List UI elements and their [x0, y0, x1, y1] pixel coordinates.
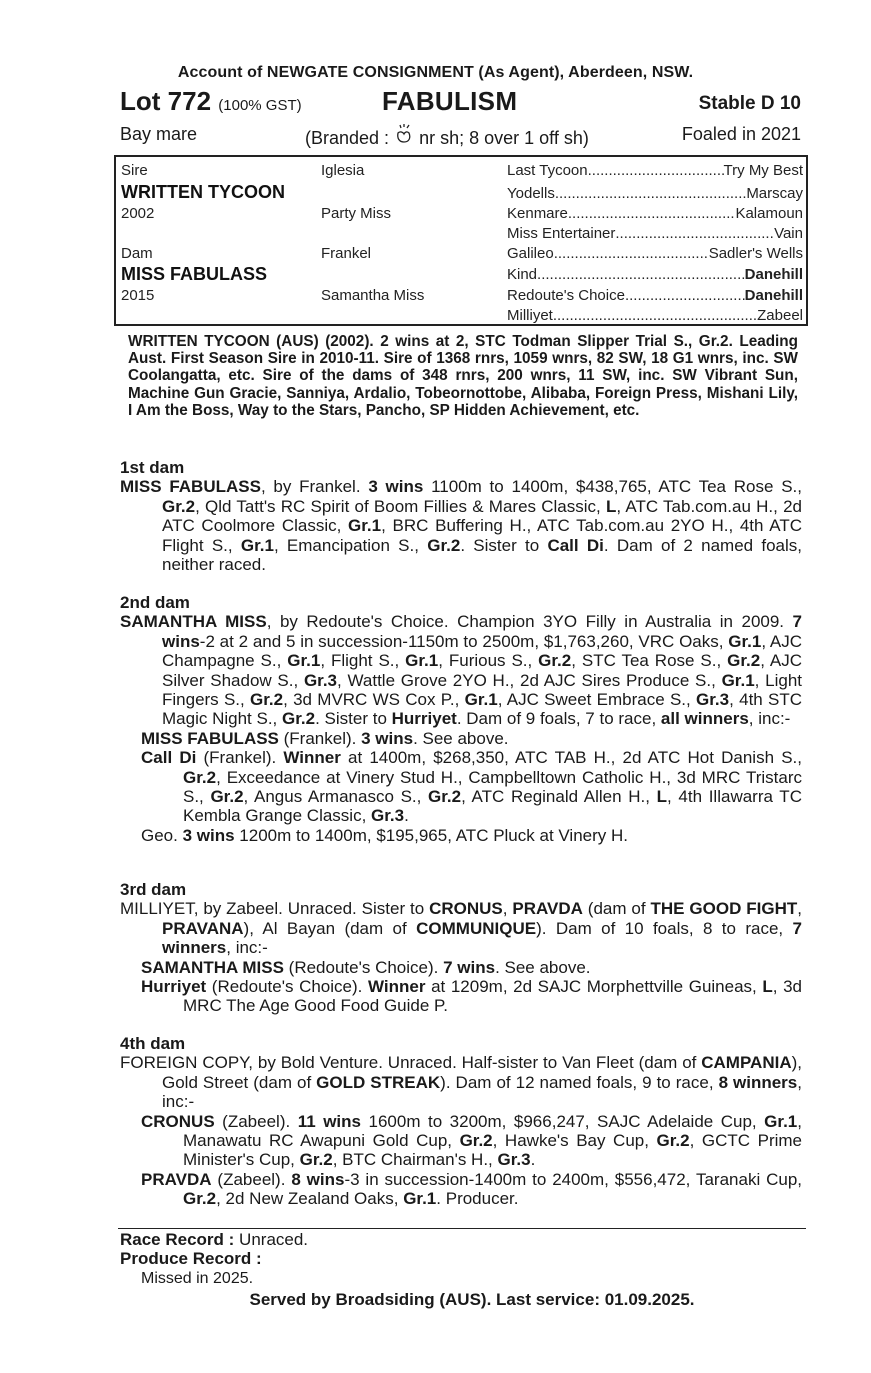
- text: ), Gold Street (dam of: [162, 1053, 802, 1092]
- bold-text: Gr.1: [240, 535, 274, 555]
- text: .: [530, 1150, 536, 1170]
- ancestor-right: Zabeel: [757, 307, 803, 324]
- bold-text: Gr.2: [427, 535, 461, 555]
- progeny-entry: [120, 1170, 802, 1209]
- sire-summary: WRITTEN TYCOON (AUS) (2002). 2 wins at 2, STC Todman Slipper Trial S., Gr.2. Leading Aust. First Season Sire in 2010-11. Sire of 1368 rnrs, 1059 wnrs, 82 SW, 18 G1 wnrs, inc. SW Coolangatta, etc. Sire of the dams of 348 rnrs, 200 wnrs, 11 SW, inc. SW Vibrant Sun, Machine Gun Gracie, Sanniya, Ardalio, Tobeornottobe, Alibaba, Foreign Press, Mishani Lily, I Am the Boss, Way to the Stars, Pancho, SP Hidden Achievement, etc.: [128, 333, 798, 419]
- dam-name: MISS FABULASS: [121, 264, 268, 284]
- text: , 3d MRC The Age Good Food Guide P.: [183, 977, 803, 1016]
- bold-text: Call Di: [547, 535, 604, 555]
- stable-location: Stable D 10: [698, 93, 801, 114]
- text: at 1209m, 2d SAJC Morphettville Guineas,: [425, 977, 763, 997]
- text: .: [404, 806, 409, 826]
- text: (Redoute's Choice).: [283, 957, 444, 977]
- text: , by Redoute's Choice. Champion 3YO Filly in Australia in 2009.: [266, 612, 793, 632]
- bold-text: GOLD STREAK: [316, 1072, 441, 1092]
- text: , Exceedance at Vinery Stud H., Campbelltown Catholic H., 3d MRC Tristarc S.,: [183, 767, 802, 807]
- text: (Frankel).: [196, 748, 284, 768]
- dam-dam: Samantha Miss: [321, 287, 425, 304]
- bold-text: MISS FABULASS: [141, 728, 279, 748]
- text: . Dam of 9 foals, 7 to race,: [456, 709, 661, 729]
- bold-text: 7 wins: [162, 612, 802, 651]
- text: , AJC Sweet Embrace S.,: [497, 690, 697, 710]
- bold-text: Gr.2: [428, 787, 462, 807]
- ancestor-left: Miss Entertainer: [507, 225, 616, 242]
- dam-paragraph: [120, 899, 802, 957]
- text: , Emancipation S.,: [273, 535, 428, 555]
- bold-text: THE GOOD FIGHT: [650, 899, 798, 919]
- brand-mark-icon: [394, 128, 414, 148]
- ancestor-left: Redoute's Choice: [507, 287, 625, 304]
- ancestor-right: Sadler's Wells: [708, 245, 803, 262]
- bold-text: L: [762, 977, 773, 997]
- text: . Sister to: [460, 535, 548, 555]
- bold-text: Gr.3: [696, 690, 730, 710]
- bold-text: Gr.1: [348, 516, 382, 536]
- records-section: [120, 1230, 802, 1288]
- text: , AJC Champagne S.,: [162, 631, 802, 671]
- text: MILLIYET, by Zabeel. Unraced. Sister to: [120, 899, 430, 919]
- text: ,: [797, 899, 802, 919]
- text: (Frankel).: [278, 728, 362, 748]
- brand-suffix: nr sh; 8 over 1 off sh): [419, 128, 589, 148]
- text: , by Frankel.: [260, 477, 369, 497]
- sire-year: 2002: [121, 205, 155, 222]
- bold-text: 8 wins: [291, 1169, 345, 1189]
- bold-text: SAMANTHA MISS: [120, 612, 267, 632]
- bold-text: CRONUS: [141, 1111, 215, 1131]
- produce-record-value: Missed in 2025.: [141, 1269, 254, 1287]
- text: 1600m to 3200m, $966,247, SAJC Adelaide Cup,: [361, 1111, 765, 1131]
- text: 1100m to 1400m, $438,765, ATC Tea Rose S.,: [423, 477, 802, 497]
- bold-text: Hurriyet: [391, 709, 457, 729]
- bold-text: Gr.2: [162, 496, 196, 516]
- bold-text: 8 winners: [718, 1072, 798, 1092]
- bold-text: Hurriyet: [141, 977, 207, 997]
- text: ), Al Bayan (dam of: [243, 918, 417, 938]
- text: , Furious S.,: [438, 651, 539, 671]
- bold-text: Gr.1: [721, 670, 755, 690]
- bold-text: L: [656, 787, 668, 807]
- pedigree-ancestor-row: [507, 266, 803, 283]
- sire-label: Sire: [121, 162, 148, 179]
- bold-text: PRAVDA: [141, 1169, 212, 1189]
- text: ). Dam of 10 foals, 8 to race,: [536, 918, 793, 938]
- service-note: Served by Broadsiding (AUS). Last service: 01.09.2025.: [249, 1290, 695, 1309]
- text: (Redoute's Choice).: [206, 977, 368, 997]
- bold-text: Gr.2: [210, 787, 244, 807]
- pedigree-ancestor-row: [507, 205, 803, 222]
- text: . See above.: [413, 728, 509, 748]
- section-heading: 1st dam: [120, 458, 185, 477]
- lot-number: [120, 86, 302, 117]
- brand-prefix: (Branded :: [305, 128, 390, 148]
- bold-text: SAMANTHA MISS: [141, 957, 284, 977]
- ancestor-right: Vain: [774, 225, 803, 242]
- text: , 4th STC Magic Night S.,: [162, 690, 803, 729]
- first-dam-section: [120, 458, 802, 574]
- text: at 1400m, $268,350, ATC TAB H., 2d ATC Hot Danish S.,: [340, 748, 802, 768]
- bold-text: Gr.1: [405, 651, 439, 671]
- bold-text: Gr.2: [282, 709, 316, 729]
- bold-text: Gr.1: [764, 1111, 798, 1131]
- section-heading: 3rd dam: [120, 880, 187, 899]
- second-dam-section: [120, 593, 802, 845]
- bold-text: Gr.3: [303, 670, 338, 690]
- consignor-line: Account of NEWGATE CONSIGNMENT (As Agent), Aberdeen, NSW.: [177, 64, 694, 81]
- bold-text: 7 winners: [162, 918, 802, 958]
- bold-text: Gr.2: [183, 1189, 217, 1209]
- gst-note: (100% GST): [218, 97, 302, 114]
- text: , STC Tea Rose S.,: [571, 651, 728, 671]
- bold-text: 3 wins: [368, 477, 424, 497]
- race-record-value: Unraced.: [234, 1230, 309, 1249]
- bold-text: Gr.1: [728, 631, 762, 651]
- text: (Zabeel).: [214, 1111, 298, 1131]
- ancestor-left: Yodells: [507, 185, 555, 202]
- progeny-entry: [120, 977, 802, 1016]
- progeny-entry: [120, 1112, 802, 1170]
- text: -2 at 2 and 5 in succession-1150m to 2500m, $1,763,260, VRC Oaks,: [199, 631, 729, 651]
- ancestor-left: Milliyet: [507, 307, 553, 324]
- bold-text: 11 wins: [297, 1111, 361, 1131]
- ancestor-right: Kalamoun: [735, 205, 803, 222]
- progeny-entry: [120, 958, 802, 977]
- bold-text: Winner: [283, 748, 341, 768]
- text: (dam of: [582, 899, 651, 919]
- text: , Qld Tatt's RC Spirit of Boom Fillies & Mares Classic,: [195, 496, 606, 516]
- bold-text: Gr.2: [299, 1150, 333, 1170]
- text: , ATC Tab.com.au H., 2d ATC Coolmore Classic,: [162, 496, 803, 536]
- text: , 4th Illawarra TC Kembla Grange Classic,: [183, 787, 802, 826]
- fourth-dam-section: [120, 1034, 802, 1209]
- pedigree-ancestor-row: [507, 185, 803, 202]
- bold-text: Gr.3: [371, 806, 405, 826]
- bold-text: Call Di: [141, 748, 197, 768]
- bold-text: Winner: [368, 977, 426, 997]
- text: , 2d New Zealand Oaks,: [216, 1189, 404, 1209]
- bold-text: Gr.2: [183, 767, 217, 787]
- text: , Flight S.,: [320, 651, 406, 671]
- pedigree-ancestor-row: [507, 162, 803, 179]
- third-dam-section: [120, 880, 802, 1016]
- dam-year: 2015: [121, 287, 155, 304]
- bold-text: CAMPANIA: [701, 1053, 792, 1073]
- bold-text: PRAVANA: [162, 918, 244, 938]
- bold-text: Gr.1: [464, 690, 498, 710]
- pedigree-table: [114, 155, 808, 326]
- text: 1200m to 1400m, $195,965, ATC Pluck at Vinery H.: [234, 825, 628, 845]
- foaled-year: Foaled in 2021: [681, 124, 801, 144]
- text: , inc:-: [162, 1072, 802, 1112]
- pedigree-ancestor-row: [507, 245, 803, 262]
- ancestor-left: Kenmare: [507, 205, 568, 222]
- dam-paragraph: [120, 1053, 802, 1111]
- horse-name: FABULISM: [382, 86, 518, 116]
- text: . Producer.: [436, 1189, 519, 1209]
- sire-name: WRITTEN TYCOON: [121, 182, 285, 202]
- bold-text: L: [605, 496, 617, 516]
- ancestor-right: Try My Best: [723, 162, 803, 179]
- text: , ATC Reginald Allen H.,: [461, 787, 657, 807]
- bold-text: 7 wins: [443, 957, 496, 977]
- text: Geo.: [141, 825, 183, 845]
- text: , Light Fingers S.,: [162, 670, 802, 710]
- text: FOREIGN COPY, by Bold Venture. Unraced. Half-sister to Van Fleet (dam of: [120, 1053, 702, 1073]
- pedigree-ancestor-row: [507, 225, 803, 242]
- brand-description: [305, 124, 589, 149]
- bold-text: Gr.2: [459, 1131, 493, 1151]
- progeny-entry: [120, 748, 802, 826]
- bold-text: Gr.1: [287, 651, 321, 671]
- dam-paragraph: [120, 477, 802, 574]
- bold-text: all winners: [660, 709, 749, 729]
- bold-text: MISS FABULASS: [120, 477, 261, 497]
- text: , 3d MVRC WS Cox P.,: [283, 690, 465, 710]
- bold-text: PRAVDA: [512, 899, 583, 919]
- text: . See above.: [495, 957, 591, 977]
- text: -3 in succession-1400m to 2400m, $556,472, Taranaki Cup,: [344, 1169, 802, 1189]
- dam-label: Dam: [121, 245, 153, 262]
- ancestor-left: Galileo: [507, 245, 554, 262]
- sire-dam: Party Miss: [321, 205, 392, 222]
- bold-text: COMMUNIQUE: [416, 918, 537, 938]
- bold-text: 3 wins: [182, 825, 235, 845]
- text: , Manawatu RC Awapuni Gold Cup,: [183, 1111, 802, 1151]
- text: , AJC Silver Shadow S.,: [162, 651, 802, 690]
- text: , Hawke's Bay Cup,: [492, 1131, 657, 1151]
- ancestor-right: Danehill: [744, 287, 803, 304]
- bold-text: Gr.2: [250, 690, 284, 710]
- lot-label: Lot 772: [120, 86, 212, 116]
- text: ,: [502, 899, 513, 919]
- text: . Dam of 2 named foals, neither raced.: [162, 535, 802, 575]
- text: , BTC Chairman's H.,: [332, 1150, 498, 1170]
- text: , Angus Armanasco S.,: [243, 787, 429, 807]
- bold-text: Gr.2: [538, 651, 572, 671]
- race-record: [120, 1230, 802, 1249]
- horse-sex-colour: Bay mare: [120, 124, 198, 144]
- pedigree-ancestor-row: [507, 287, 803, 304]
- text: ). Dam of 12 named foals, 9 to race,: [440, 1072, 719, 1092]
- bold-text: CRONUS: [429, 899, 503, 919]
- bold-text: 3 wins: [361, 728, 414, 748]
- text: . Sister to: [315, 709, 392, 729]
- dam-sire: Frankel: [321, 245, 372, 262]
- section-heading: 2nd dam: [120, 593, 190, 612]
- produce-record-label: Produce Record :: [120, 1249, 262, 1269]
- progeny-entry: [120, 729, 802, 748]
- race-record-label: Race Record :: [120, 1230, 235, 1249]
- ancestor-left: Last Tycoon: [507, 162, 588, 179]
- ancestor-left: Kind: [507, 266, 538, 283]
- divider: [118, 1228, 806, 1229]
- text: (Zabeel).: [211, 1169, 292, 1189]
- ancestor-right: Marscay: [746, 185, 803, 202]
- section-heading: 4th dam: [120, 1034, 186, 1053]
- bold-text: Gr.3: [497, 1150, 531, 1170]
- dam-paragraph: [120, 612, 802, 728]
- text: , Wattle Grove 2YO H., 2d AJC Sires Produce S.,: [337, 670, 722, 690]
- text: , inc:-: [748, 709, 791, 729]
- progeny-entry: [120, 826, 802, 845]
- pedigree-ancestor-row: [507, 307, 803, 324]
- bold-text: Gr.1: [403, 1189, 437, 1209]
- text: , BRC Buffering H., ATC Tab.com.au 2YO H., 4th ATC Flight S.,: [162, 516, 802, 555]
- ancestor-right: Danehill: [744, 266, 803, 283]
- text: , inc:-: [226, 938, 268, 958]
- sire-sire: Iglesia: [321, 162, 365, 179]
- bold-text: Gr.2: [727, 651, 761, 671]
- bold-text: Gr.2: [656, 1131, 690, 1151]
- text: , GCTC Prime Minister's Cup,: [183, 1131, 802, 1170]
